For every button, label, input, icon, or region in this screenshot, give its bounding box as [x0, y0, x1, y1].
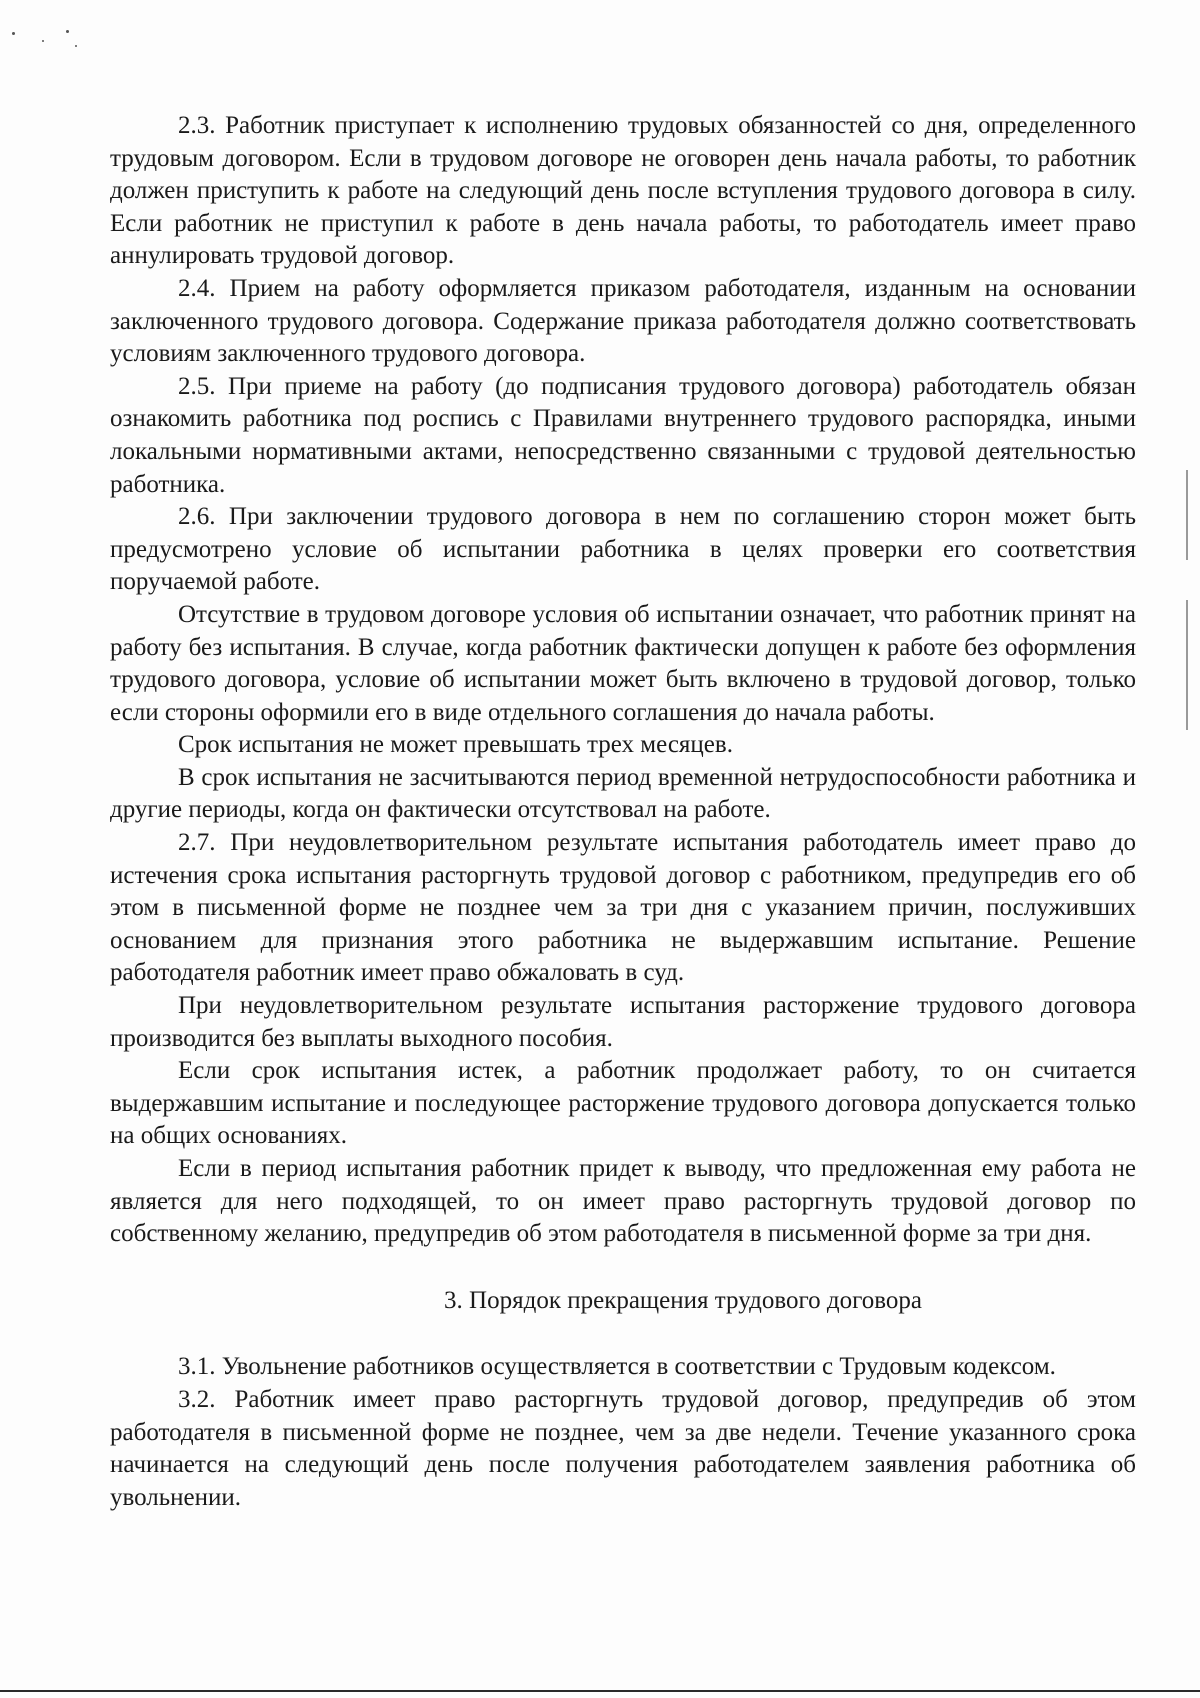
scan-edge-mark [1186, 470, 1188, 560]
scan-speck [42, 40, 44, 42]
paragraph-2-6: 2.6. При заключении трудового договора в нем по соглашению сторон может быть предусмотрено условие об испытании работника в целях проверки его соответствия поручаемой работе. [110, 503, 1136, 596]
paragraph-2-5: 2.5. При приеме на работу (до подписания трудового договора) работодатель обязан ознакомить работника под роспись с Правилами внутреннего трудового распорядка, иными локальными нормативными актами, непосредственно связанными с трудовой деятельностью работника. [110, 372, 1136, 498]
paragraph-3-2: 3.2. Работник имеет право расторгнуть трудовой договор, предупредив об этом работодателя в письменной форме не позднее, чем за две недели. Течение указанного срока начинается на следующий день после получения работодателем заявления работника об увольнении. [110, 1385, 1136, 1511]
paragraph-probation-passed: Если срок испытания истек, а работник продолжает работу, то он считается выдержавшим испытание и последующее расторжение трудового договора допускается только на общих основаниях. [110, 1057, 1136, 1150]
paragraph-3-1: 3.1. Увольнение работников осуществляется в соответствии с Трудовым кодексом. [178, 1353, 1056, 1381]
paragraph-2-3: 2.3. Работник приступает к исполнению трудовых обязанностей со дня, определенного трудовым договором. Если в трудовом договоре не оговорен день начала работы, то работник должен приступить к работе на следующий день после вступления трудового договора в силу. Если работник не приступил к работе в день начала работы, то работодатель имеет право аннулировать трудовой договор. [110, 112, 1136, 270]
paragraph-no-severance: При неудовлетворительном результате испытания расторжение трудового договора производится без выплаты выходного пособия. [110, 992, 1136, 1052]
paragraph-probation-exclusions: В срок испытания не засчитываются период временной нетрудоспособности работника и другие периоды, когда он фактически отсутствовал на работе. [110, 763, 1136, 824]
scan-speck [75, 45, 77, 47]
paragraph-employee-termination: Если в период испытания работник придет к выводу, что предложенная ему работа не является для него подходящей, то он имеет право расторгнуть трудовой договор по собственному желанию, предупредив об этом работодателя в письменной форме за три дня. [110, 1155, 1136, 1248]
paragraph-2-4: 2.4. Прием на работу оформляется приказом работодателя, изданным на основании заключенного трудового договора. Содержание приказа работодателя должно соответствовать условиям заключенного трудового договора. [110, 274, 1136, 368]
paragraph-2-7: 2.7. При неудовлетворительном результате испытания работодатель имеет право до истечения срока испытания расторгнуть трудовой договор с работником, предупредив его об этом в письменной форме не позднее чем за три дня с указанием причин, послуживших основанием для признания этого работника не выдержавшим испытание. Решение работодателя работник имеет право обжаловать в суд. [110, 829, 1136, 987]
paragraph-probation-term: Срок испытания не может превышать трех месяцев. [178, 731, 733, 759]
scan-speck [12, 32, 15, 35]
scan-edge-mark [1186, 600, 1188, 730]
scan-speck [66, 30, 69, 33]
document-body [110, 110, 1136, 1514]
scan-bottom-edge [0, 1690, 1200, 1692]
section-heading: 3. Порядок прекращения трудового договора [444, 1286, 922, 1314]
paragraph-probation-absence: Отсутствие в трудовом договоре условия об испытании означает, что работник принят на работу без испытания. В случае, когда работник фактически допущен к работе без оформления трудового договора, условие об испытании может быть включено в трудовой договор, только если стороны оформили его в виде отдельного соглашения до начала работы. [110, 600, 1136, 726]
